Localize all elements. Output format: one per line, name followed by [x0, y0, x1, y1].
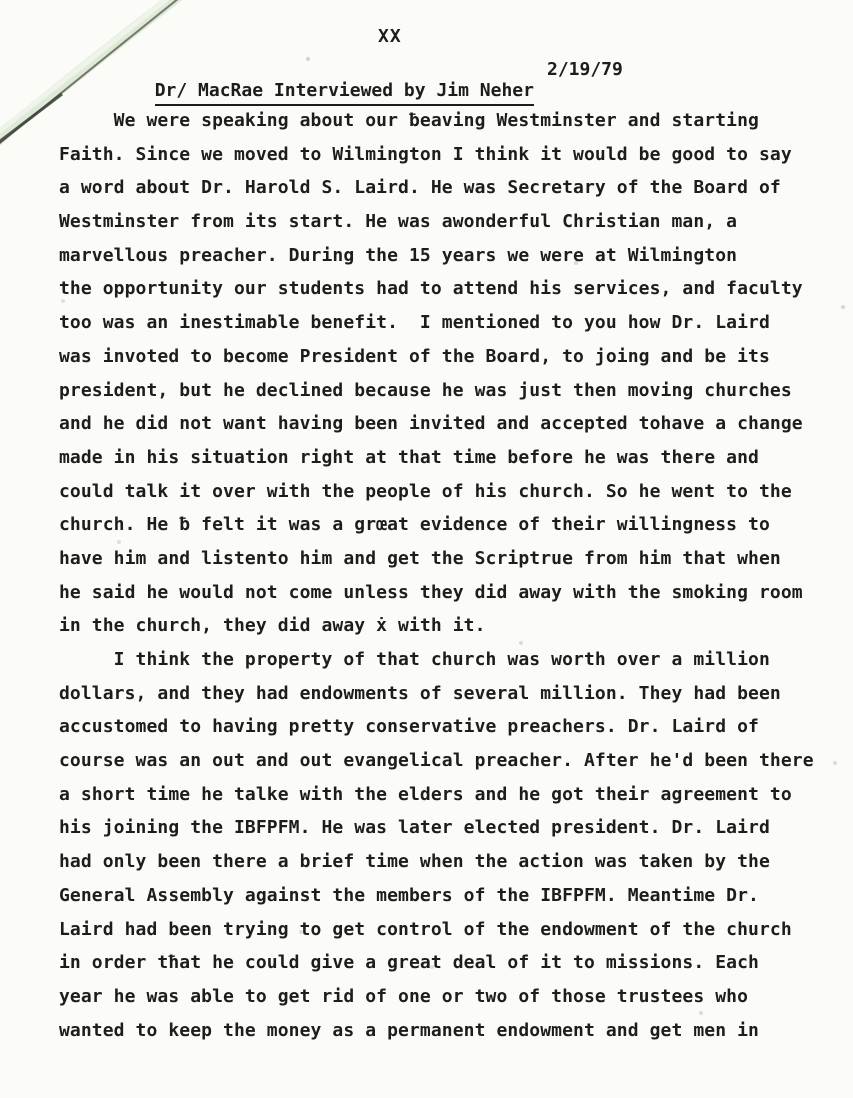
text-line: wanted to keep the money as a permanent endowment and get men in	[59, 1019, 759, 1041]
text-line: a word about Dr. Harold S. Laird. He was Secretary of the Board of	[59, 177, 781, 199]
text-line: marvellous preacher. During the 15 years we were at Wilmington	[59, 244, 738, 266]
text-line: had only been there a brief time when the action was taken by the	[59, 851, 770, 873]
text-line: have him and listento him and get the Scriptrue from him that when	[59, 547, 781, 569]
text-line: I think the property of that church was worth over a million	[59, 649, 770, 670]
text-line: year he was able to get rid of one or two of those trustees who	[59, 985, 749, 1007]
page-number: XX	[378, 26, 402, 47]
text-line: could talk it over with the people of his church. So he went to the	[59, 480, 792, 502]
text-line: dollars, and they had endowments of several million. They had been	[59, 682, 781, 704]
text-line: was invoted to become President of the Board, to joing and be its	[59, 345, 770, 367]
text-line: Laird had been trying to get control of the endowment of the church	[59, 918, 792, 940]
text-line: Westminster from its start. He was awonderful Christian man, a	[59, 211, 738, 233]
text-line: accustomed to having pretty conservative preachers. Dr. Laird of	[59, 716, 759, 738]
text-line: he said he would not come unless they did away with the smoking room	[59, 581, 803, 603]
text-line: the opportunity our students had to attend his services, and faculty	[59, 278, 803, 300]
text-line: and he did not want having been invited and accepted tohave a change	[59, 413, 803, 435]
text-line: in order tħat he could give a great deal of it to missions. Each	[59, 952, 759, 974]
text-line: in the church, they did away ẋ with it.	[59, 615, 486, 637]
text-line: General Assembly against the members of the IBFPFM. Meantime Dr.	[59, 884, 759, 906]
text-line: his joining the IBFPFM. He was later elected president. Dr. Laird	[59, 817, 770, 839]
text-line: made in his situation right at that time before he was there and	[59, 446, 759, 468]
text-line: church. He ƀ felt it was a grœat evidence of their willingness to	[59, 514, 770, 536]
scan-noise	[0, 0, 2, 2]
text-line: course was an out and out evangelical preacher. After he'd been there	[59, 750, 814, 772]
text-line: a short time he talke with the elders and he got their agreement to	[59, 783, 792, 805]
header-row	[133, 59, 534, 106]
text-line: too was an inestimable benefit. I mentioned to you how Dr. Laird	[59, 312, 770, 334]
text-line: We were speaking about our ƀeaving Westminster and starting	[59, 110, 759, 131]
text-line: Faith. Since we moved to Wilmington I think it would be good to say	[59, 143, 792, 165]
document-body	[59, 104, 839, 1047]
document-title: Dr/ MacRae Interviewed by Jim Neher	[155, 80, 534, 106]
text-line: president, but he declined because he was just then moving churches	[59, 379, 792, 401]
document-date: 2/19/79	[547, 59, 623, 80]
